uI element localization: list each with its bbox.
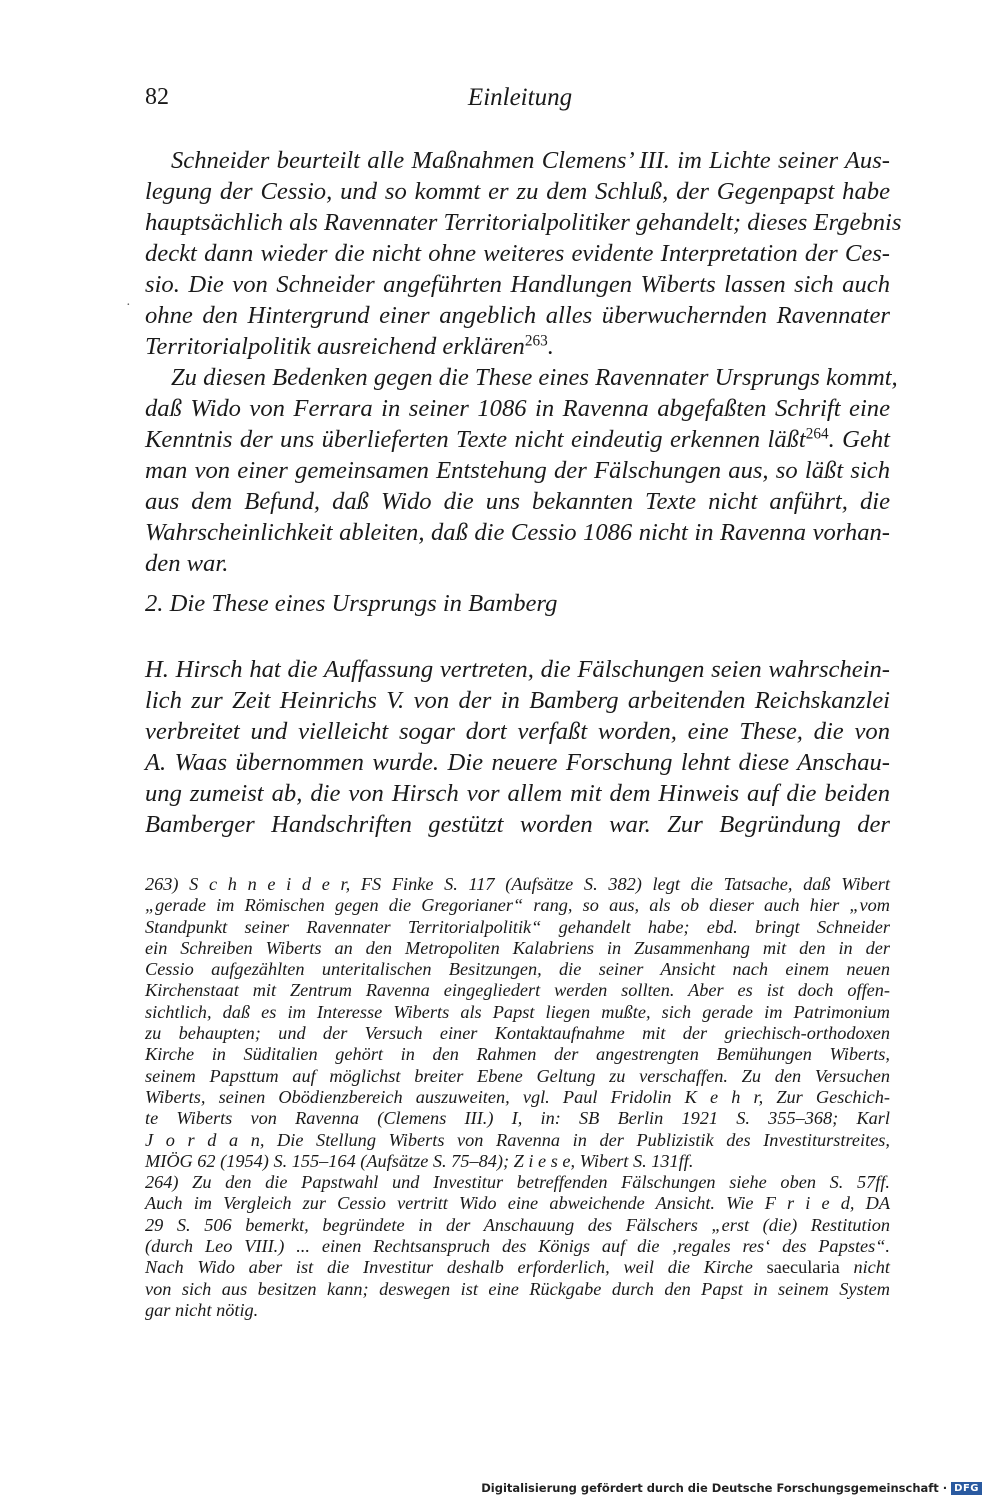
footnote-line: zu behaupten; und der Versuch einer Kontaktaufnahme mit der griechisch-orthodoxen bbox=[145, 1023, 890, 1044]
footnote-263 bbox=[145, 874, 890, 1172]
footnote-line: von sich aus besitzen kann; deswegen ist eine Rückgabe durch den Papst in seinem System bbox=[145, 1278, 890, 1299]
text-line: ohne den Hintergrund einer angeblich alles überwuchernden Ravennater bbox=[145, 302, 890, 329]
footnote-line: 264) Zu den die Papstwahl und Investitur betreffenden Fälschungen siehe oben S. 57ff. bbox=[145, 1172, 890, 1193]
footnote-line: ein Schreiben Wiberts an den Metropoliten Kalabriens in Zusammenhang mit den in der bbox=[145, 937, 890, 958]
text-line: Territorialpolitik ausreichend erklären$^{263}$. bbox=[145, 332, 554, 360]
text-line: hauptsächlich als Ravennater Territorialpolitiker gehandelt; dieses Ergebnis bbox=[145, 209, 902, 236]
footnotes bbox=[145, 874, 890, 1321]
footnote-line: seinem Papsttum auf möglichst breiter Ebene Geltung zu verschaffen. Zu den Versuchen bbox=[145, 1065, 890, 1086]
footnote-line: Kirche in Süditalien gehört in den Rahmen der angestrengten Bemühungen Wiberts, bbox=[145, 1044, 890, 1065]
text-span: nicht bbox=[839, 1257, 890, 1278]
text-line: A. Waas übernommen wurde. Die neuere Forschung lehnt diese Anschau- bbox=[145, 749, 890, 776]
text-line: lich zur Zeit Heinrichs V. von der in Bamberg arbeitenden Reichskanzlei bbox=[145, 687, 890, 714]
dfg-logo-icon: DFG bbox=[951, 1482, 982, 1495]
footnote-line: Auch im Vergleich zur Cessio vertritt Wido eine abweichende Ansicht. Wie F r i e d, DA bbox=[145, 1193, 890, 1214]
footnote-line: Wiberts, seinen Obödienzbereich auszuweiten, vgl. Paul Fridolin K e h r, Zur Geschich- bbox=[145, 1086, 890, 1107]
footnote-ref-264[interactable]: 264 bbox=[805, 425, 829, 443]
footnote-line: Standpunkt seiner Ravennater Territorialpolitik“ gehandelt habe; ebd. bringt Schneider bbox=[145, 916, 890, 937]
credit-text: Digitalisierung gefördert durch die Deutsche Forschungsgemeinschaft · bbox=[481, 1481, 948, 1495]
footnote-line: sichtlich, daß es im Interesse Wiberts als Papst liegen mußte, sich gerade im Patrimonium bbox=[145, 1001, 890, 1022]
footnote-line: te Wiberts von Ravenna (Clemens III.) I, in: SB Berlin 1921 S. 355–368; Karl bbox=[145, 1108, 890, 1129]
text-span: Kenntnis der uns überlieferten Texte nicht eindeutig erkennen läßt bbox=[145, 426, 806, 453]
footnote-line: Cessio aufgezählten unteritalischen Besitzungen, die seiner Ansicht nach einem neuen bbox=[145, 959, 890, 980]
text-line: Bamberger Handschriften gestützt worden war. Zur Begründung der bbox=[145, 811, 890, 838]
footnote-line: Kirchenstaat mit Zentrum Ravenna eingegliedert werden sollten. Aber es ist doch offen- bbox=[145, 980, 890, 1001]
text-line: Schneider beurteilt alle Maßnahmen Clemens’ III. im Lichte seiner Aus- bbox=[171, 147, 890, 174]
text-line: deckt dann wieder die nicht ohne weiteres evidente Interpretation der Ces- bbox=[145, 240, 890, 267]
footnote-line: J o r d a n, Die Stellung Wiberts von Ravenna in der Publizistik des Investiturstreites, bbox=[145, 1129, 890, 1150]
text-span: Territorialpolitik ausreichend erklären bbox=[145, 333, 525, 360]
text-span: Nach Wido aber ist die Investitur deshalb erforderlich, weil die Kirche bbox=[145, 1257, 767, 1278]
text-line: ung zumeist ab, die von Hirsch vor allem mit dem Hinweis auf die beiden bbox=[145, 780, 890, 807]
text-line: legung der Cessio, und so kommt er zu dem Schluß, der Gegenpapst habe bbox=[145, 178, 890, 205]
paragraph-3 bbox=[145, 654, 890, 840]
text-line: sio. Die von Schneider angeführten Handlungen Wiberts lassen sich auch bbox=[145, 271, 890, 298]
text-line: den war. bbox=[145, 550, 229, 577]
page-number: 82 bbox=[145, 84, 169, 110]
footnote-line: (durch Leo VIII.) ... einen Rechtsanspruch des Königs auf die ‚regales res‘ des Papstes“. bbox=[145, 1236, 890, 1257]
footnote-ref-263[interactable]: 263 bbox=[524, 332, 548, 350]
footnote-264 bbox=[145, 1172, 890, 1321]
section-heading: 2. Die These eines Ursprungs in Bamberg bbox=[145, 590, 558, 617]
digitization-credit bbox=[481, 1481, 982, 1495]
margin-mark: · bbox=[126, 298, 131, 313]
footnote-line: gar nicht nötig. bbox=[145, 1299, 259, 1320]
text-line: verbreitet und vielleicht sogar dort verfaßt worden, eine These, die von bbox=[145, 718, 890, 745]
footnote-line bbox=[145, 1257, 890, 1278]
text-line: man von einer gemeinsamen Entstehung der Fälschungen aus, so läßt sich bbox=[145, 457, 890, 484]
text-line bbox=[145, 424, 890, 455]
paragraph-2 bbox=[145, 362, 898, 579]
footnote-line: „gerade im Römischen gegen die Gregorianer“ rang, so aus, als ob dieser auch hier „vom bbox=[145, 895, 890, 916]
text-line: aus dem Befund, daß Wido die uns bekannten Texte nicht anführt, die bbox=[145, 488, 890, 515]
upright-term: saecularia bbox=[766, 1257, 840, 1278]
text-line: Wahrscheinlichkeit ableiten, daß die Cessio 1086 nicht in Ravenna vorhan- bbox=[145, 519, 890, 546]
footnote-line: 29 S. 506 bemerkt, begründete in der Anschauung des Fälschers „erst (die) Restitution bbox=[145, 1214, 890, 1235]
text-span: . Geht bbox=[828, 426, 890, 453]
footnote-line: MIÖG 62 (1954) S. 155–164 (Aufsätze S. 75–84); Z i e s e, Wibert S. 131ff. bbox=[145, 1150, 694, 1171]
text-line: Zu diesen Bedenken gegen die These eines Ravennater Ursprungs kommt, bbox=[171, 364, 898, 391]
running-head: Einleitung bbox=[467, 84, 573, 111]
footnote-line: 263) S c h n e i d e r, FS Finke S. 117 (Aufsätze S. 382) legt die Tatsache, daß Wibert bbox=[145, 874, 890, 894]
paragraph-1 bbox=[145, 145, 902, 362]
text-line: daß Wido von Ferrara in seiner 1086 in Ravenna abgefaßten Schrift eine bbox=[145, 395, 890, 422]
text-line: H. Hirsch hat die Auffassung vertreten, die Fälschungen seien wahrschein- bbox=[145, 656, 890, 683]
